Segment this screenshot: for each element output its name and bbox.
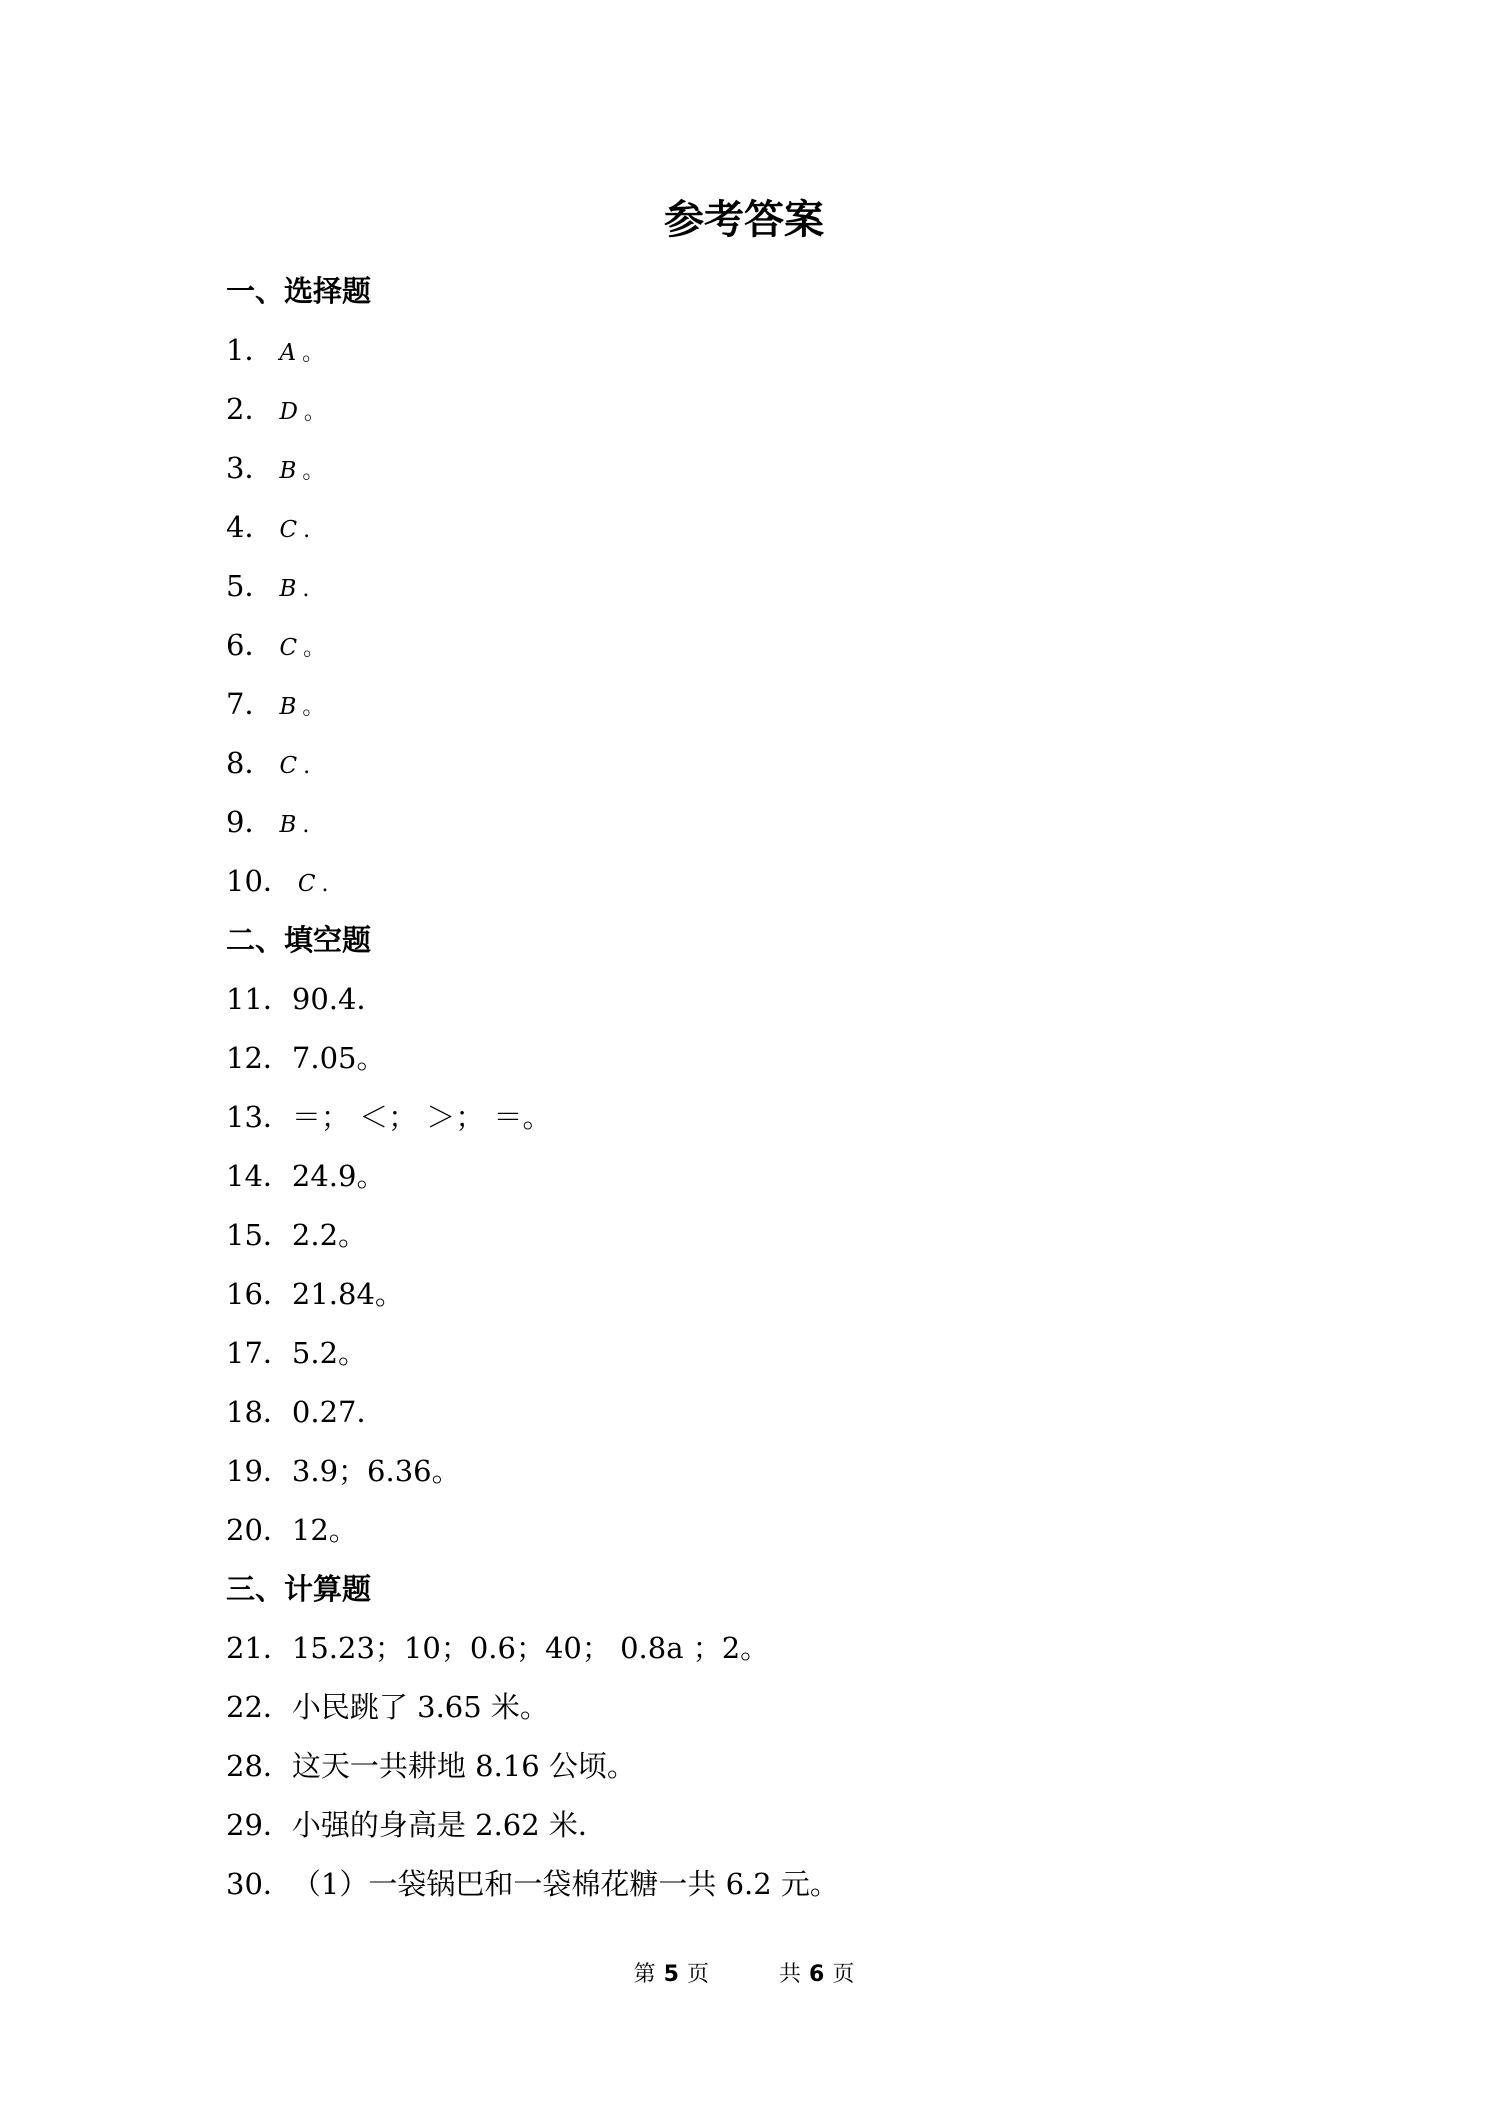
answer-line (226, 380, 1326, 439)
question-number: 20． (226, 1513, 292, 1547)
question-number: 29． (226, 1808, 292, 1842)
answer-text: 15.23；10；0.6；40； 0.8a ；2。 (291, 1631, 770, 1665)
answer-line (226, 1324, 1326, 1383)
answer-line (226, 1029, 1326, 1088)
answer-text: C (279, 753, 298, 779)
question-number: 28． (226, 1749, 292, 1783)
answer-text: 5.2。 (291, 1336, 368, 1370)
question-number: 9． (226, 805, 274, 839)
question-number: 5． (226, 569, 274, 603)
answer-punctuation: . (303, 518, 311, 543)
answer-text: C (279, 635, 298, 661)
answer-line (226, 1678, 1326, 1737)
answer-line (226, 675, 1326, 734)
question-number: 15． (226, 1218, 292, 1252)
answer-text: 7.05。 (291, 1041, 386, 1075)
answer-text: D (279, 399, 298, 425)
question-number: 19． (226, 1454, 292, 1488)
page-title: 参考答案 (664, 197, 824, 243)
answer-punctuation: . (302, 577, 310, 602)
answer-line (226, 1796, 1326, 1855)
answer-text: B (279, 576, 297, 602)
answer-line (226, 1442, 1326, 1501)
answer-text: 小民跳了 3.65 米。 (291, 1690, 549, 1724)
answer-line (226, 1147, 1326, 1206)
section-heading: 一、选择题 (226, 274, 372, 308)
answer-line (226, 498, 1326, 557)
answer-line (226, 616, 1326, 675)
answer-punctuation: . (303, 754, 311, 779)
answer-text: 21.84。 (291, 1277, 404, 1311)
answer-text: 24.9。 (291, 1159, 386, 1193)
answer-punctuation: . (302, 813, 310, 838)
answer-text: C (297, 871, 316, 897)
answer-line (226, 734, 1326, 793)
question-number: 18． (226, 1395, 292, 1429)
question-number: 3． (226, 451, 274, 485)
answer-punctuation: 。 (302, 341, 325, 366)
answer-text: B (279, 694, 297, 720)
question-number: 14． (226, 1159, 292, 1193)
question-number: 8． (226, 746, 274, 780)
question-number: 22． (226, 1690, 292, 1724)
answer-text: 2.2。 (291, 1218, 368, 1252)
question-number: 11． (226, 982, 292, 1016)
answer-line (226, 1206, 1326, 1265)
answer-text: C (279, 517, 298, 543)
answer-line (226, 1855, 1326, 1914)
answer-text: 3.9；6.36。 (291, 1454, 461, 1488)
question-number: 30． (226, 1867, 292, 1901)
question-number: 6． (226, 628, 274, 662)
answer-text: ＝； ＜； ＞； ＝。 (291, 1100, 552, 1134)
total-suffix: 页 (832, 1962, 855, 1987)
answer-line (226, 1088, 1326, 1147)
question-number: 17． (226, 1336, 292, 1370)
answer-line (226, 1265, 1326, 1324)
question-number: 4． (226, 510, 274, 544)
answer-content (226, 262, 1326, 1914)
answer-text: 这天一共耕地 8.16 公顷。 (291, 1749, 636, 1783)
answer-punctuation: . (321, 872, 329, 897)
answer-text: 0.27． (291, 1395, 386, 1429)
answer-line (226, 970, 1326, 1029)
question-number: 1． (226, 333, 274, 367)
answer-text: （1）一袋锅巴和一袋棉花糖一共 6.2 元。 (291, 1867, 839, 1901)
question-number: 2． (226, 392, 274, 426)
total-prefix: 共 (779, 1962, 802, 1987)
answer-punctuation: 。 (302, 459, 325, 484)
answer-text: B (279, 458, 297, 484)
answer-punctuation: 。 (303, 636, 326, 661)
answer-line (226, 321, 1326, 380)
question-number: 12． (226, 1041, 292, 1075)
answer-line (226, 852, 1326, 911)
answer-punctuation: 。 (302, 695, 325, 720)
answer-line (226, 1737, 1326, 1796)
answer-line (226, 1501, 1326, 1560)
section-heading: 二、填空题 (226, 923, 372, 957)
page-prefix: 第 (633, 1962, 656, 1987)
answer-text: B (279, 812, 297, 838)
answer-text: 90.4． (291, 982, 386, 1016)
answer-text: 小强的身高是 2.62 米． (291, 1808, 607, 1842)
answer-line (226, 557, 1326, 616)
page-number: 5 (663, 1962, 679, 1987)
total-pages: 6 (809, 1962, 825, 1987)
question-number: 10． (226, 864, 292, 898)
answer-line (226, 793, 1326, 852)
question-number: 21． (226, 1631, 292, 1665)
answer-line (226, 439, 1326, 498)
answer-text: 12。 (291, 1513, 358, 1547)
answer-line (226, 1383, 1326, 1442)
question-number: 13． (226, 1100, 292, 1134)
question-number: 16． (226, 1277, 292, 1311)
answer-text: A (279, 340, 297, 366)
page-footer (0, 1960, 1488, 1990)
answer-punctuation: 。 (303, 400, 326, 425)
question-number: 7． (226, 687, 274, 721)
page-suffix: 页 (686, 1962, 709, 1987)
section-heading: 三、计算题 (226, 1572, 372, 1606)
answer-line (226, 1619, 1326, 1678)
